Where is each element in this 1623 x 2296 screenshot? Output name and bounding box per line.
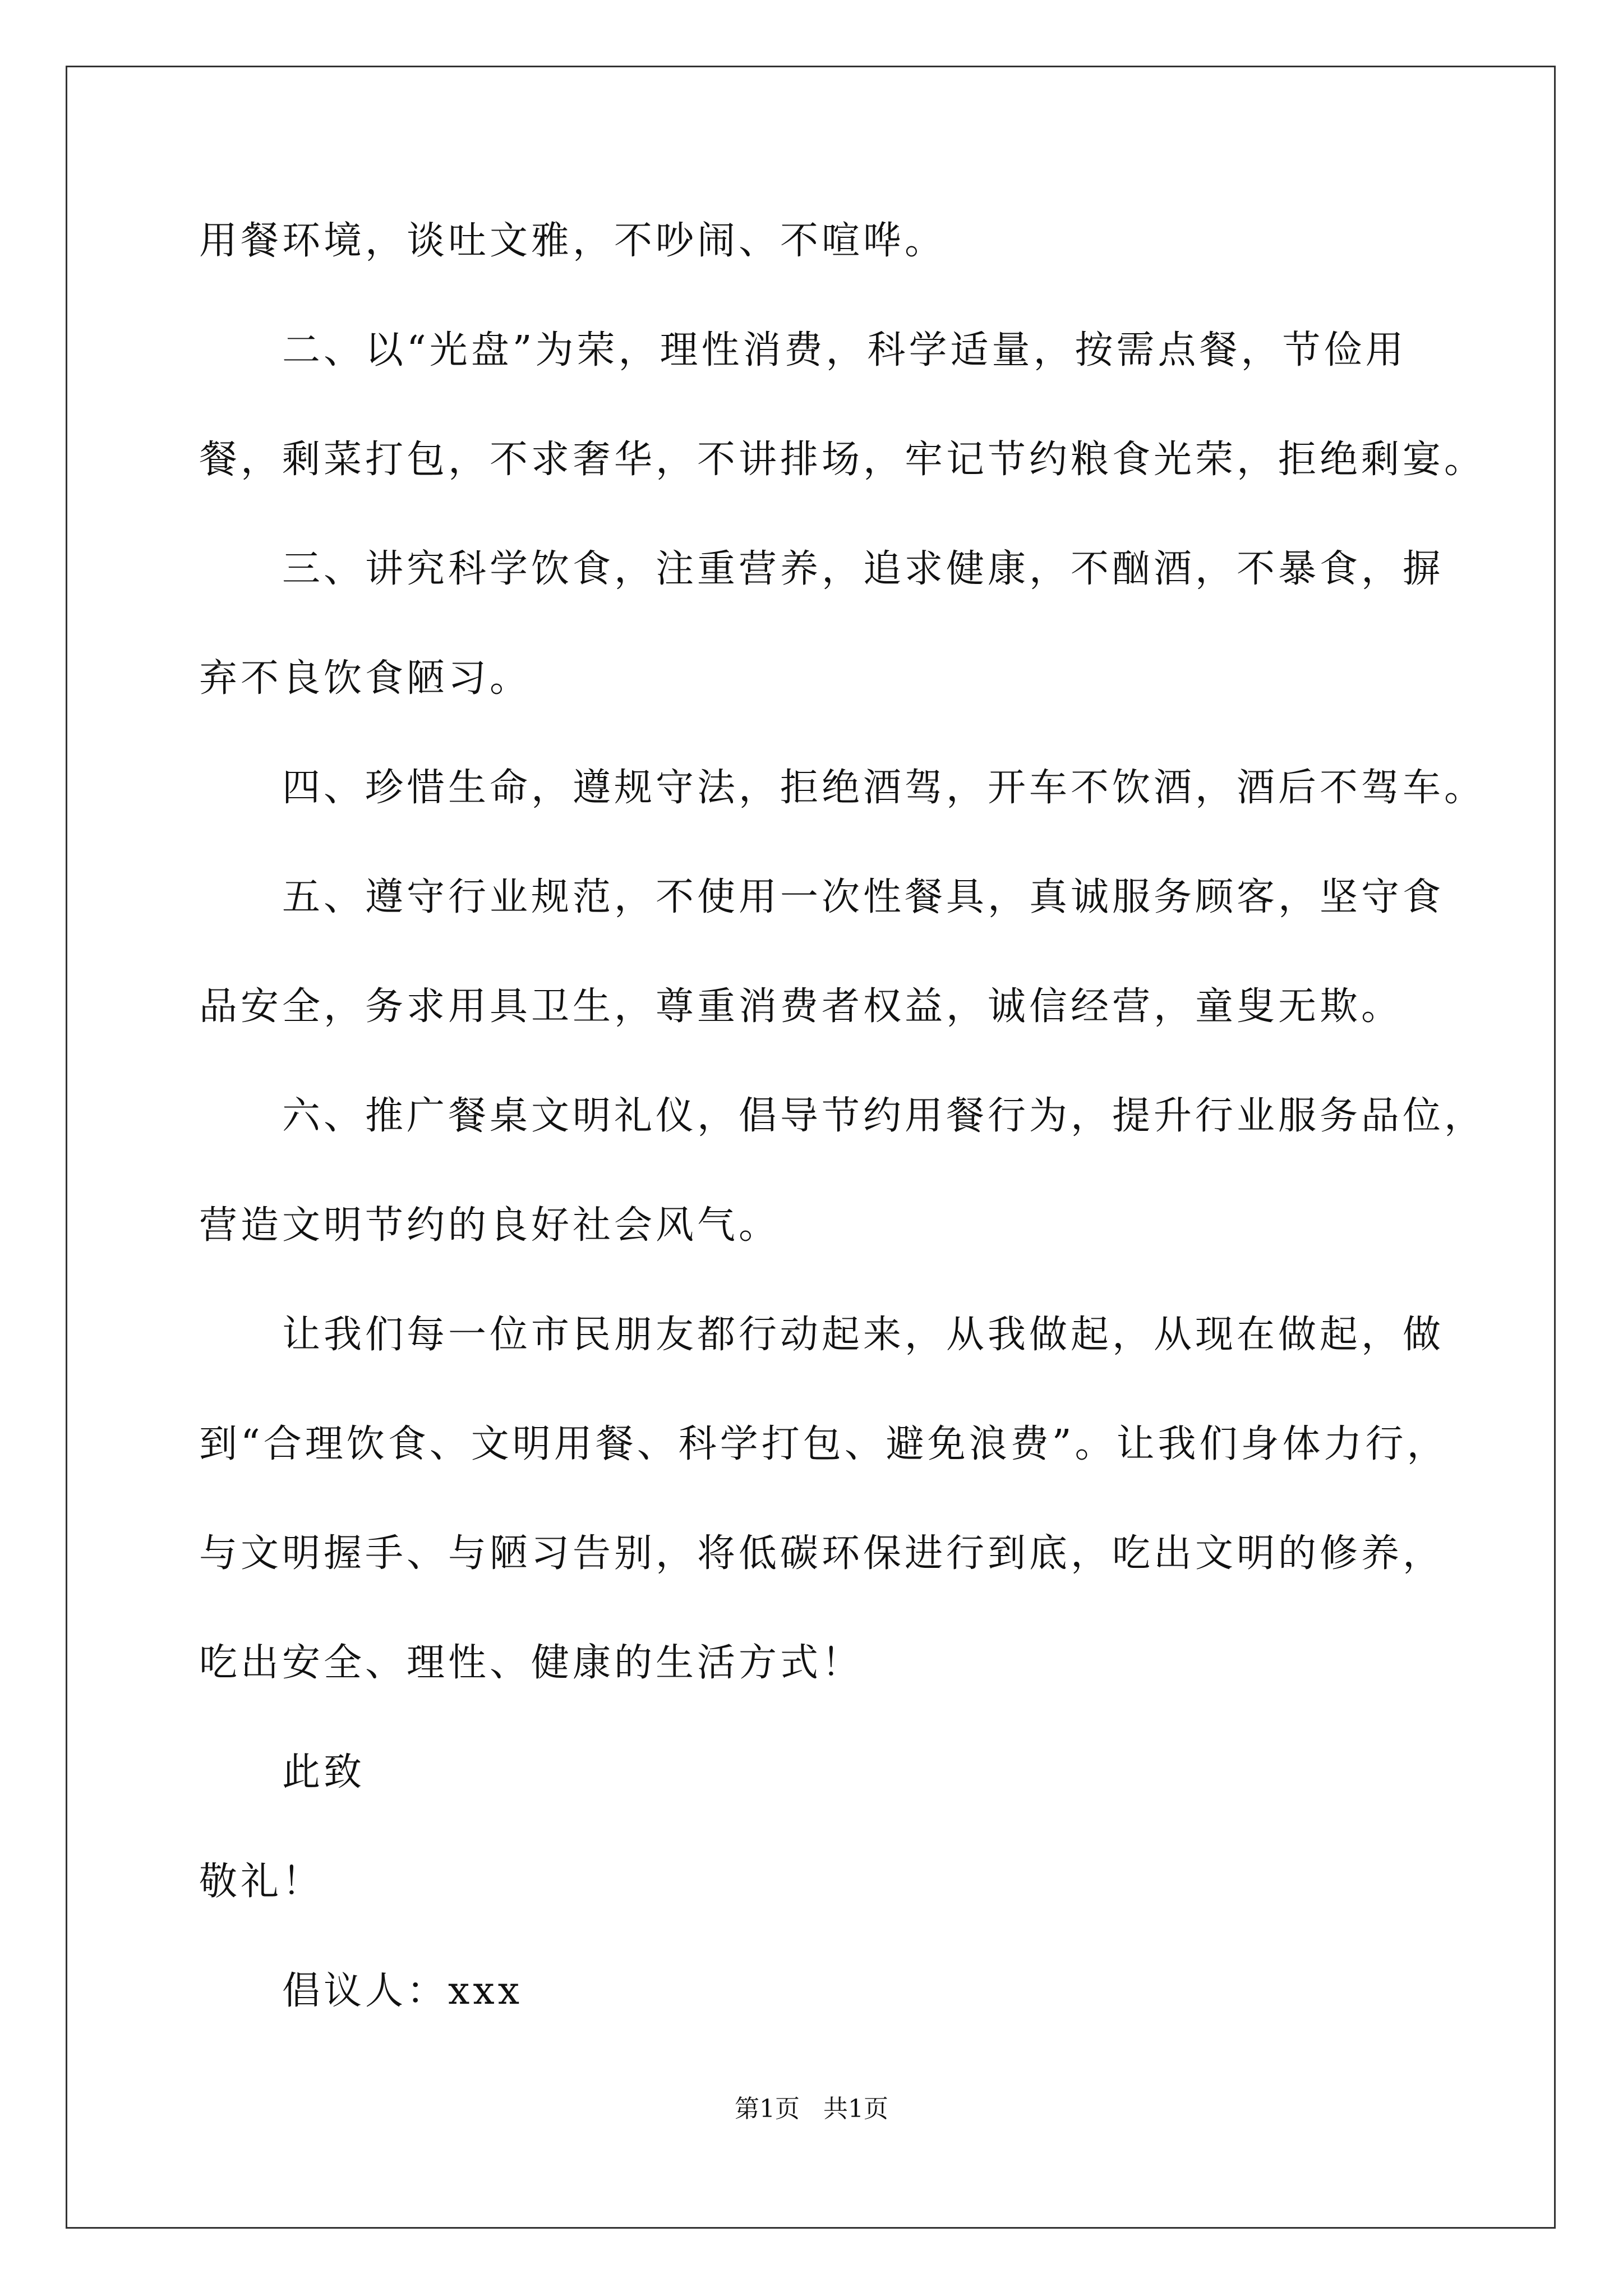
text-line: 餐，剩菜打包，不求奢华，不讲排场，牢记节约粮食光荣，拒绝剩宴。 bbox=[199, 438, 1486, 482]
text-line: 五、遵守行业规范，不使用一次性餐具，真诚服务顾客，坚守食 bbox=[282, 875, 1445, 919]
text-line: 品安全，务求用具卫生，尊重消费者权益，诚信经营，童叟无欺。 bbox=[199, 984, 1403, 1029]
page-footer: 第1页 共1页 bbox=[735, 2095, 888, 2123]
text-line: 吃出安全、理性、健康的生活方式！ bbox=[199, 1641, 864, 1685]
text-line: 用餐环境，谈吐文雅，不吵闹、不喧哗。 bbox=[199, 219, 947, 263]
salutation-line: 敬礼！ bbox=[199, 1860, 324, 1904]
text-line: 与文明握手、与陋习告别，将低碳环保进行到底，吃出文明的修养， bbox=[199, 1531, 1445, 1576]
closing-line: 此致 bbox=[282, 1750, 366, 1795]
text-line: 营造文明节约的良好社会风气。 bbox=[199, 1203, 781, 1248]
text-line: 弃不良饮食陋习。 bbox=[199, 656, 532, 701]
text-line: 到“合理饮食、文明用餐、科学打包、避免浪费”。让我们身体力行， bbox=[199, 1422, 1449, 1466]
text-line: 六、推广餐桌文明礼仪，倡导节约用餐行为，提升行业服务品位， bbox=[282, 1094, 1486, 1138]
text-line: 四、珍惜生命，遵规守法，拒绝酒驾，开车不饮酒，酒后不驾车。 bbox=[282, 766, 1486, 810]
signature-line: 倡议人：xxx bbox=[282, 1969, 523, 2013]
text-line: 二、以“光盘”为荣，理性消费，科学适量，按需点餐，节俭用 bbox=[282, 328, 1407, 372]
text-line: 让我们每一位市民朋友都行动起来，从我做起，从现在做起，做 bbox=[282, 1313, 1445, 1357]
text-line: 三、讲究科学饮食，注重营养，追求健康，不酗酒，不暴食，摒 bbox=[282, 547, 1445, 591]
